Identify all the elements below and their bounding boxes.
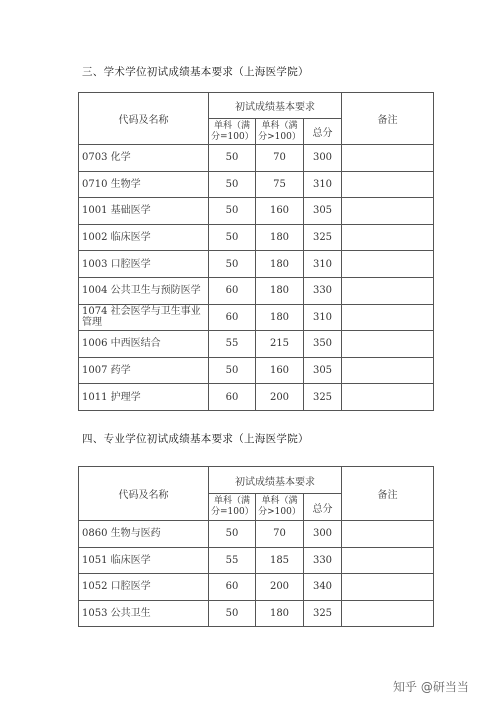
single-gt100-cell: 180 [256, 251, 304, 278]
single-full100-cell: 60 [209, 574, 256, 601]
remark-cell [342, 198, 434, 225]
program-name-cell: 1001 基础医学 [79, 198, 209, 225]
single-gt100-cell: 200 [256, 384, 304, 411]
remark-cell [342, 521, 434, 548]
remark-cell [342, 145, 434, 172]
total-score-cell: 310 [304, 251, 342, 278]
table-row [79, 357, 434, 384]
academic-score-table [78, 92, 434, 411]
table-row [79, 304, 434, 331]
table-row [79, 574, 434, 601]
professional-score-table [78, 466, 434, 627]
single-full100-cell: 60 [209, 304, 256, 331]
single-full100-cell: 60 [209, 277, 256, 304]
table-header-row [79, 93, 434, 119]
program-name-cell: 1051 临床医学 [79, 547, 209, 574]
section-title-professional: 四、专业学位初试成绩基本要求（上海医学院） [82, 433, 309, 445]
remark-cell [342, 224, 434, 251]
header-total: 总分 [304, 494, 342, 521]
remark-cell [342, 357, 434, 384]
single-full100-cell: 60 [209, 384, 256, 411]
table-header-row [79, 467, 434, 494]
table-row [79, 145, 434, 172]
header-total: 总分 [304, 119, 342, 145]
total-score-cell: 305 [304, 357, 342, 384]
header-remarks: 备注 [342, 93, 434, 145]
table-row [79, 224, 434, 251]
header-code-name: 代码及名称 [79, 467, 209, 521]
table-row [79, 277, 434, 304]
program-name-cell: 1052 口腔医学 [79, 574, 209, 601]
remark-cell [342, 251, 434, 278]
single-gt100-cell: 70 [256, 145, 304, 172]
single-gt100-cell: 215 [256, 331, 304, 358]
header-single-gt100: 单科（满分>100） [256, 494, 304, 521]
single-gt100-cell: 160 [256, 357, 304, 384]
program-name-cell: 0860 生物与医药 [79, 521, 209, 548]
total-score-cell: 330 [304, 277, 342, 304]
single-full100-cell: 55 [209, 547, 256, 574]
header-single-full100: 单科（满分=100） [209, 119, 256, 145]
table-row [79, 600, 434, 627]
section-title-academic: 三、学术学位初试成绩基本要求（上海医学院） [82, 66, 309, 78]
program-name-cell: 1004 公共卫生与预防医学 [79, 277, 209, 304]
program-name-cell: 1011 护理学 [79, 384, 209, 411]
single-full100-cell: 50 [209, 251, 256, 278]
program-name-cell: 1002 临床医学 [79, 224, 209, 251]
single-gt100-cell: 185 [256, 547, 304, 574]
single-full100-cell: 50 [209, 600, 256, 627]
single-gt100-cell: 180 [256, 304, 304, 331]
single-gt100-cell: 75 [256, 171, 304, 198]
remark-cell [342, 171, 434, 198]
remark-cell [342, 547, 434, 574]
header-single-full100: 单科（满分=100） [209, 494, 256, 521]
total-score-cell: 330 [304, 547, 342, 574]
total-score-cell: 325 [304, 224, 342, 251]
table-row [79, 171, 434, 198]
total-score-cell: 310 [304, 304, 342, 331]
remark-cell [342, 304, 434, 331]
header-single-gt100: 单科（满分>100） [256, 119, 304, 145]
total-score-cell: 340 [304, 574, 342, 601]
remark-cell [342, 600, 434, 627]
program-name-cell: 0703 化学 [79, 145, 209, 172]
single-full100-cell: 55 [209, 331, 256, 358]
program-name-cell: 1006 中西医结合 [79, 331, 209, 358]
single-full100-cell: 50 [209, 224, 256, 251]
remark-cell [342, 277, 434, 304]
single-full100-cell: 50 [209, 198, 256, 225]
remark-cell [342, 331, 434, 358]
remark-cell [342, 384, 434, 411]
single-gt100-cell: 180 [256, 277, 304, 304]
remark-cell [342, 574, 434, 601]
total-score-cell: 300 [304, 145, 342, 172]
program-name-cell: 1007 药学 [79, 357, 209, 384]
total-score-cell: 325 [304, 384, 342, 411]
total-score-cell: 310 [304, 171, 342, 198]
program-name-cell: 1003 口腔医学 [79, 251, 209, 278]
header-requirements: 初试成绩基本要求 [209, 467, 342, 494]
table-row [79, 521, 434, 548]
single-full100-cell: 50 [209, 521, 256, 548]
single-full100-cell: 50 [209, 357, 256, 384]
table-row [79, 198, 434, 225]
single-full100-cell: 50 [209, 145, 256, 172]
table-row [79, 384, 434, 411]
table-row [79, 331, 434, 358]
single-gt100-cell: 180 [256, 224, 304, 251]
single-gt100-cell: 70 [256, 521, 304, 548]
single-gt100-cell: 200 [256, 574, 304, 601]
program-name-cell: 0710 生物学 [79, 171, 209, 198]
header-remarks: 备注 [342, 467, 434, 521]
single-gt100-cell: 160 [256, 198, 304, 225]
total-score-cell: 300 [304, 521, 342, 548]
header-requirements: 初试成绩基本要求 [209, 93, 342, 119]
total-score-cell: 305 [304, 198, 342, 225]
single-gt100-cell: 180 [256, 600, 304, 627]
program-name-cell: 1074 社会医学与卫生事业管理 [79, 304, 209, 331]
header-code-name: 代码及名称 [79, 93, 209, 145]
program-name-cell: 1053 公共卫生 [79, 600, 209, 627]
single-full100-cell: 50 [209, 171, 256, 198]
zhihu-watermark: 知乎 @研当当 [393, 680, 469, 694]
total-score-cell: 325 [304, 600, 342, 627]
table-row [79, 251, 434, 278]
total-score-cell: 350 [304, 331, 342, 358]
table-row [79, 547, 434, 574]
